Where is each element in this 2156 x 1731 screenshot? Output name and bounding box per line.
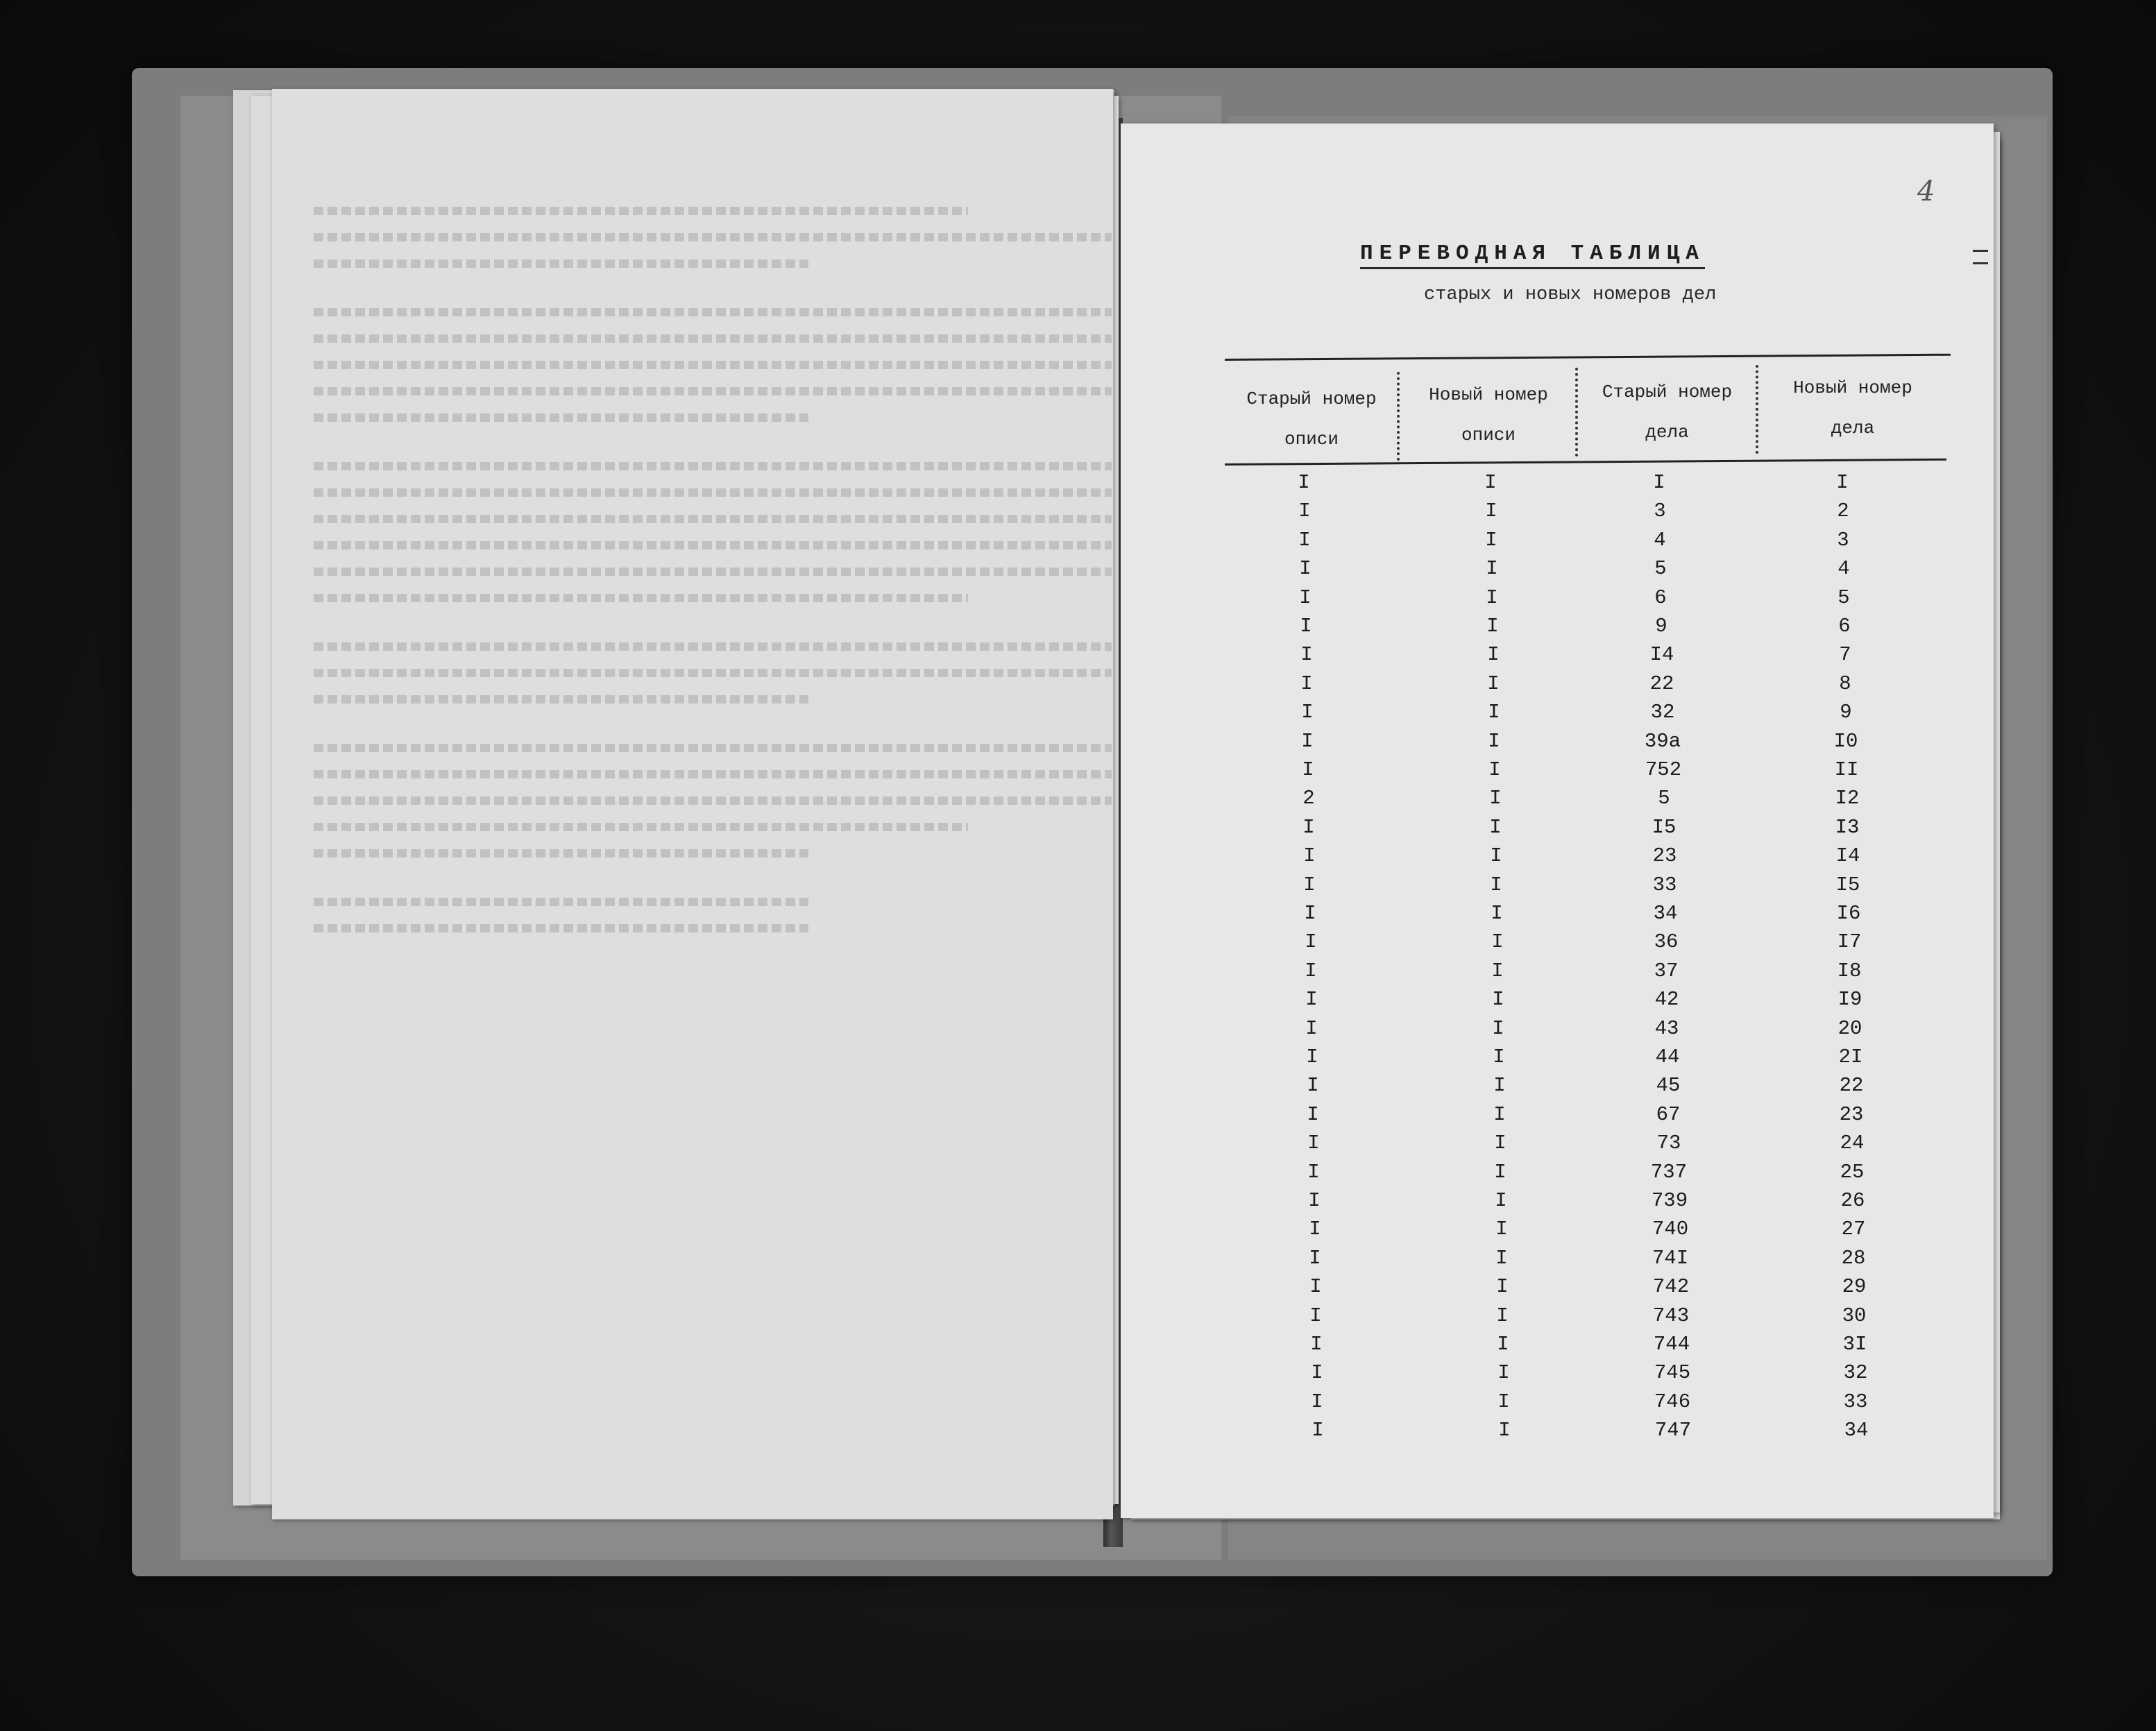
old-inventory-cell: I xyxy=(1305,930,1317,954)
old-case-cell: 742 xyxy=(1652,1275,1690,1299)
old-inventory-cell: I xyxy=(1300,615,1312,638)
new-inventory-cell: I xyxy=(1493,1046,1505,1068)
new-case-cell: 4 xyxy=(1837,557,1850,581)
new-inventory-cell: I xyxy=(1497,1361,1510,1385)
old-case-cell: 39а xyxy=(1644,729,1681,753)
new-inventory-cell: I xyxy=(1486,615,1499,638)
new-case-cell: 22 xyxy=(1839,1074,1864,1098)
page-edge-tick xyxy=(1973,250,1988,252)
old-case-cell: 752 xyxy=(1645,758,1682,781)
old-inventory-cell: I xyxy=(1300,643,1313,667)
document-subtitle: старых и новых номеров дел xyxy=(1424,284,1717,305)
new-inventory-cell: I xyxy=(1493,1074,1506,1098)
old-case-cell: 67 xyxy=(1656,1102,1681,1126)
new-case-cell: 27 xyxy=(1841,1218,1866,1241)
table-row xyxy=(1225,1043,1946,1071)
new-inventory-cell: I xyxy=(1493,1102,1506,1126)
new-case-cell: 2I xyxy=(1838,1046,1863,1068)
table-row xyxy=(1225,985,1946,1014)
old-case-cell: 45 xyxy=(1656,1074,1681,1098)
table-top-rule xyxy=(1225,354,1951,361)
old-case-cell: 740 xyxy=(1652,1218,1689,1241)
new-case-cell: 32 xyxy=(1843,1361,1868,1385)
old-inventory-cell: I xyxy=(1307,1074,1319,1098)
new-inventory-cell: I xyxy=(1488,701,1500,724)
table-row xyxy=(1225,497,1946,525)
new-inventory-cell: I xyxy=(1492,988,1504,1012)
new-inventory-cell: I xyxy=(1487,643,1500,667)
new-case-cell: I5 xyxy=(1835,873,1860,896)
new-case-cell: I7 xyxy=(1837,930,1862,954)
new-inventory-cell: I xyxy=(1488,729,1500,753)
old-inventory-cell: I xyxy=(1304,902,1316,925)
old-inventory-cell: I xyxy=(1309,1218,1321,1241)
new-case-cell: 7 xyxy=(1839,643,1851,667)
new-case-cell: II xyxy=(1834,758,1859,781)
table-row xyxy=(1225,871,1946,899)
old-inventory-cell: I xyxy=(1299,586,1312,609)
old-case-cell: 42 xyxy=(1654,988,1679,1012)
table-row xyxy=(1225,1129,1946,1157)
table-row xyxy=(1225,1416,1946,1444)
old-inventory-cell: I xyxy=(1311,1390,1323,1413)
old-inventory-cell: I xyxy=(1307,1102,1319,1126)
old-case-cell: 36 xyxy=(1654,930,1679,954)
new-case-cell: 26 xyxy=(1840,1189,1865,1212)
old-inventory-cell: I xyxy=(1301,729,1314,753)
new-inventory-cell: I xyxy=(1491,902,1503,925)
old-case-cell: 44 xyxy=(1655,1046,1680,1068)
column-divider xyxy=(1397,372,1400,461)
old-inventory-cell: I xyxy=(1299,557,1312,581)
new-inventory-cell: I xyxy=(1491,930,1504,954)
old-inventory-cell: 2 xyxy=(1302,787,1315,810)
old-case-cell: 739 xyxy=(1651,1189,1688,1212)
table-row xyxy=(1225,1272,1946,1301)
old-inventory-cell: I xyxy=(1309,1304,1322,1327)
folio-number: 4 xyxy=(1917,176,1935,207)
new-inventory-cell: I xyxy=(1491,959,1504,982)
left-page-bleedthrough xyxy=(272,89,1113,1519)
new-case-cell: I2 xyxy=(1835,787,1860,810)
old-case-cell: 737 xyxy=(1650,1160,1688,1184)
old-case-cell: I4 xyxy=(1649,643,1674,667)
table-row xyxy=(1225,957,1946,985)
column-header-new-inventory: Новый номер описи xyxy=(1429,384,1548,445)
new-case-cell: I9 xyxy=(1837,988,1862,1012)
new-case-cell: 9 xyxy=(1840,701,1852,724)
old-case-cell: 9 xyxy=(1655,615,1667,638)
new-case-cell: 30 xyxy=(1842,1304,1867,1327)
old-case-cell: 743 xyxy=(1652,1304,1690,1327)
table-row xyxy=(1225,583,1946,612)
new-inventory-cell: I xyxy=(1489,787,1502,810)
column-divider xyxy=(1756,365,1758,454)
new-inventory-cell: I xyxy=(1495,1246,1508,1270)
new-inventory-cell: I xyxy=(1489,815,1502,839)
old-inventory-cell: I xyxy=(1308,1189,1321,1212)
column-header-new-case: Новый номер дела xyxy=(1793,377,1912,438)
document-title: ПЕРЕВОДНАЯ ТАБЛИЦА xyxy=(1360,241,1705,269)
table-row xyxy=(1225,1358,1946,1387)
old-case-cell: 6 xyxy=(1654,586,1667,609)
old-inventory-cell: I xyxy=(1307,1132,1320,1155)
old-inventory-cell: I xyxy=(1309,1275,1322,1299)
new-case-cell: I xyxy=(1836,471,1849,494)
table-row xyxy=(1225,784,1946,812)
table-row xyxy=(1225,813,1946,842)
new-case-cell: I0 xyxy=(1833,729,1858,753)
new-inventory-cell: I xyxy=(1487,672,1500,695)
table-row xyxy=(1225,468,1946,497)
table-row xyxy=(1225,899,1946,928)
old-case-cell: 5 xyxy=(1654,557,1667,581)
new-inventory-cell: I xyxy=(1486,557,1498,581)
table-row xyxy=(1225,1158,1946,1186)
new-inventory-cell: I xyxy=(1497,1390,1510,1413)
old-inventory-cell: I xyxy=(1305,988,1318,1012)
table-row xyxy=(1225,1388,1946,1416)
old-inventory-cell: I xyxy=(1298,500,1311,523)
table-row xyxy=(1225,612,1946,640)
new-inventory-cell: I xyxy=(1485,500,1497,523)
bleedthrough-text-ghost xyxy=(314,207,1112,950)
table-row xyxy=(1225,1014,1946,1043)
old-case-cell: 34 xyxy=(1653,902,1678,925)
old-case-cell: 3 xyxy=(1654,500,1666,523)
page-edge-tick xyxy=(1973,262,1988,264)
old-case-cell: 745 xyxy=(1654,1361,1691,1385)
old-inventory-cell: I xyxy=(1302,815,1315,839)
old-case-cell: 23 xyxy=(1652,844,1677,868)
new-case-cell: 5 xyxy=(1837,586,1850,609)
new-case-cell: I8 xyxy=(1837,959,1862,982)
old-case-cell: 5 xyxy=(1658,787,1670,810)
new-case-cell: 3 xyxy=(1837,528,1849,552)
new-inventory-cell: I xyxy=(1484,471,1497,494)
old-case-cell: I xyxy=(1653,471,1665,494)
new-inventory-cell: I xyxy=(1496,1304,1509,1327)
column-header-old-case: Старый номер дела xyxy=(1602,382,1733,443)
new-inventory-cell: I xyxy=(1495,1218,1508,1241)
old-case-cell: 37 xyxy=(1654,959,1679,982)
old-inventory-cell: I xyxy=(1311,1361,1323,1385)
new-inventory-cell: I xyxy=(1494,1160,1506,1184)
old-case-cell: 22 xyxy=(1649,672,1674,695)
old-case-cell: 744 xyxy=(1653,1333,1690,1356)
table-row xyxy=(1225,698,1946,726)
table-row xyxy=(1225,1215,1946,1243)
table-row xyxy=(1225,727,1946,756)
new-case-cell: 33 xyxy=(1843,1390,1868,1413)
table-row xyxy=(1225,756,1946,784)
old-inventory-cell: I xyxy=(1298,471,1310,494)
new-inventory-cell: I xyxy=(1494,1132,1506,1155)
table-row xyxy=(1225,554,1946,583)
new-case-cell: I6 xyxy=(1836,902,1861,925)
table-row xyxy=(1225,928,1946,956)
table-row xyxy=(1225,1100,1946,1129)
table-header-rule xyxy=(1225,459,1946,466)
old-inventory-cell: I xyxy=(1307,1160,1320,1184)
new-case-cell: 3I xyxy=(1842,1333,1867,1356)
new-inventory-cell: I xyxy=(1486,586,1498,609)
new-case-cell: 28 xyxy=(1841,1246,1866,1270)
new-case-cell: 34 xyxy=(1844,1419,1869,1442)
table-row xyxy=(1225,842,1946,870)
old-inventory-cell: I xyxy=(1312,1419,1324,1442)
new-case-cell: I4 xyxy=(1835,844,1860,868)
new-inventory-cell: I xyxy=(1496,1275,1509,1299)
new-inventory-cell: I xyxy=(1497,1333,1509,1356)
new-case-cell: 6 xyxy=(1838,615,1851,638)
old-case-cell: 4 xyxy=(1654,528,1666,552)
new-case-cell: 20 xyxy=(1837,1016,1862,1040)
old-case-cell: 32 xyxy=(1650,701,1675,724)
old-inventory-cell: I xyxy=(1302,758,1314,781)
old-case-cell: 747 xyxy=(1654,1419,1692,1442)
old-inventory-cell: I xyxy=(1309,1246,1321,1270)
new-case-cell: 24 xyxy=(1840,1132,1865,1155)
new-inventory-cell: I xyxy=(1495,1189,1507,1212)
old-case-cell: 746 xyxy=(1654,1390,1691,1413)
table-row xyxy=(1225,1244,1946,1272)
column-divider xyxy=(1575,368,1578,457)
new-inventory-cell: I xyxy=(1490,873,1502,896)
old-case-cell: 73 xyxy=(1656,1132,1681,1155)
new-inventory-cell: I xyxy=(1485,528,1497,552)
new-case-cell: 2 xyxy=(1837,500,1849,523)
old-inventory-cell: I xyxy=(1306,1046,1318,1068)
table-row xyxy=(1225,1186,1946,1215)
column-header-old-inventory: Старый номер описи xyxy=(1246,389,1377,450)
right-page-conversion-table xyxy=(1121,123,1994,1518)
new-case-cell: I3 xyxy=(1835,815,1860,839)
old-inventory-cell: I xyxy=(1303,844,1316,868)
old-case-cell: I5 xyxy=(1652,815,1677,839)
table-row xyxy=(1225,670,1946,698)
new-case-cell: 8 xyxy=(1839,672,1851,695)
old-case-cell: 43 xyxy=(1654,1016,1679,1040)
new-inventory-cell: I xyxy=(1492,1016,1504,1040)
table-row xyxy=(1225,640,1946,669)
old-inventory-cell: I xyxy=(1305,1016,1318,1040)
new-case-cell: 23 xyxy=(1839,1102,1864,1126)
table-row xyxy=(1225,526,1946,554)
old-inventory-cell: I xyxy=(1298,528,1311,552)
table-row xyxy=(1225,1071,1946,1100)
old-inventory-cell: I xyxy=(1305,959,1317,982)
table-row xyxy=(1225,1302,1946,1330)
old-inventory-cell: I xyxy=(1300,672,1313,695)
new-inventory-cell: I xyxy=(1490,844,1502,868)
table-row xyxy=(1225,1330,1946,1358)
old-case-cell: 74I xyxy=(1652,1246,1689,1270)
new-inventory-cell: I xyxy=(1488,758,1501,781)
new-case-cell: 25 xyxy=(1840,1160,1865,1184)
old-inventory-cell: I xyxy=(1301,701,1314,724)
old-inventory-cell: I xyxy=(1303,873,1316,896)
old-inventory-cell: I xyxy=(1310,1333,1323,1356)
old-case-cell: 33 xyxy=(1652,873,1677,896)
new-inventory-cell: I xyxy=(1498,1419,1511,1442)
new-case-cell: 29 xyxy=(1842,1275,1867,1299)
